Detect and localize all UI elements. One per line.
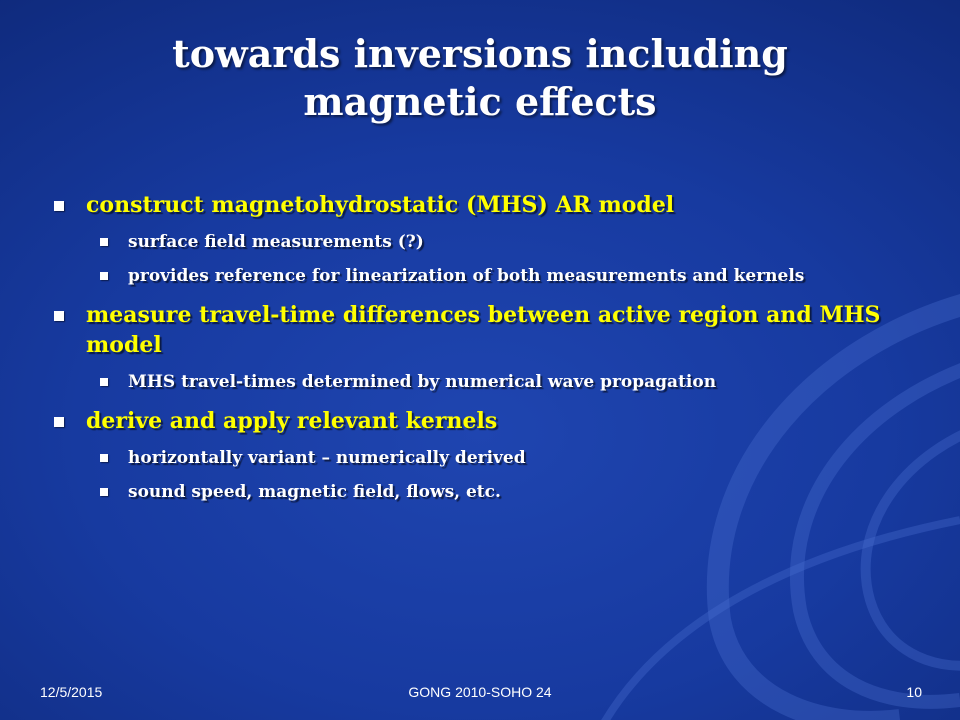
square-bullet-icon: [100, 454, 108, 462]
sub-bullet-text: horizontally variant – numerically derived: [128, 448, 526, 468]
sub-bullet-text: surface field measurements (?): [128, 232, 424, 252]
square-bullet-icon: [54, 417, 64, 427]
sub-bullet-surface-field: [52, 230, 932, 254]
sub-bullet-text: provides reference for linearization of both measurements and kernels: [128, 266, 805, 286]
square-bullet-icon: [54, 201, 64, 211]
bullet-derive-kernels: [52, 406, 932, 436]
bullet-measure-travel-time: [52, 300, 886, 360]
bullet-list: [52, 190, 932, 504]
sub-bullet-text: MHS travel-times determined by numerical wave propagation: [128, 372, 717, 392]
square-bullet-icon: [100, 378, 108, 386]
sub-bullet-text: sound speed, magnetic field, flows, etc.: [128, 482, 501, 502]
title-line-2: magnetic effects: [303, 79, 657, 124]
square-bullet-icon: [100, 272, 108, 280]
title-line-1: towards inversions including: [172, 31, 788, 76]
footer-conference: GONG 2010-SOHO 24: [408, 684, 552, 700]
sub-bullet-mhs-travel-times: [52, 370, 932, 394]
square-bullet-icon: [54, 311, 64, 321]
footer-date: 12/5/2015: [40, 684, 103, 700]
bullet-construct-mhs-model: [52, 190, 932, 220]
sub-bullet-horizontally-variant: [52, 446, 932, 470]
bullet-text: construct magnetohydrostatic (MHS) AR model: [86, 192, 675, 218]
footer-page-number: 10: [906, 684, 922, 700]
square-bullet-icon: [100, 238, 108, 246]
slide-title: [0, 30, 960, 126]
sub-bullet-sound-speed: [52, 480, 932, 504]
sub-bullet-reference-linearization: [52, 264, 932, 288]
bullet-text: measure travel-time differences between active region and MHS model: [86, 302, 881, 358]
bullet-text: derive and apply relevant kernels: [86, 408, 498, 434]
square-bullet-icon: [100, 488, 108, 496]
